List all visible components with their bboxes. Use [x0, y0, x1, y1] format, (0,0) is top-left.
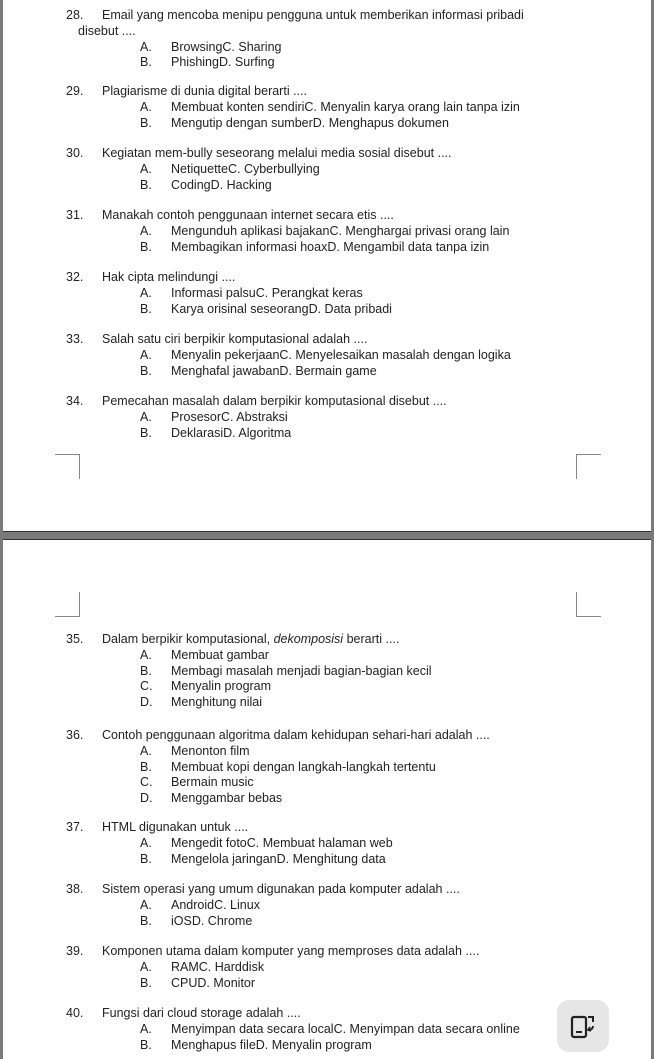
- question-34: [3, 394, 651, 441]
- question-number: 36.: [66, 728, 84, 742]
- option-text: DeklarasiD. Algoritma: [171, 425, 292, 440]
- question-number: 35.: [66, 632, 84, 646]
- option-text: CodingD. Hacking: [171, 177, 272, 192]
- question-stem: Plagiarisme di dunia digital berarti ....: [102, 84, 307, 98]
- question-28: [3, 8, 651, 71]
- option-row: A. AndroidC. Linux: [140, 897, 260, 912]
- option-row: A. Menonton film: [140, 743, 250, 758]
- option-row: A. ProsesorC. Abstraksi: [140, 409, 288, 424]
- question-37: [3, 820, 651, 867]
- option-row: B. Menghapus fileD. Menyalin program: [140, 1037, 372, 1052]
- option-row: B. Mengelola jaringanD. Menghitung data: [140, 851, 386, 866]
- option-row: A. Menyalin pekerjaanC. Menyelesaikan masalah dengan logika: [140, 347, 511, 362]
- question-36: [3, 728, 651, 807]
- option-row: A. BrowsingC. Sharing: [140, 39, 282, 54]
- option-row: D. Menggambar bebas: [140, 791, 283, 806]
- question-40: [3, 1006, 651, 1053]
- option-text: BrowsingC. Sharing: [171, 39, 282, 54]
- option-row: C. Bermain music: [140, 775, 254, 790]
- question-33: [3, 332, 651, 379]
- question-number: 30.: [66, 146, 84, 160]
- option-text: ProsesorC. Abstraksi: [171, 409, 288, 424]
- option-text: Mengedit fotoC. Membuat halaman web: [171, 835, 393, 850]
- question-number: 29.: [66, 84, 84, 98]
- document-page-1: [3, 0, 651, 532]
- option-row: A. Membuat gambar: [140, 647, 269, 662]
- option-text: Informasi palsuC. Perangkat keras: [171, 285, 363, 300]
- question-31: [3, 208, 651, 255]
- question-stem: Fungsi dari cloud storage adalah ....: [102, 1006, 301, 1020]
- option-text: Membuat kopi dengan langkah-langkah tertentu: [171, 759, 436, 774]
- option-row: A. Membuat konten sendiriC. Menyalin karya orang lain tanpa izin: [140, 99, 520, 114]
- option-row: C. Menyalin program: [140, 679, 272, 694]
- option-text: RAMC. Harddisk: [171, 959, 265, 974]
- option-row: B. CPUD. Monitor: [140, 975, 256, 990]
- question-stem: Contoh penggunaan algoritma dalam kehidupan sehari-hari adalah ....: [102, 728, 490, 742]
- option-text: PhishingD. Surfing: [171, 55, 275, 70]
- question-39: [3, 944, 651, 991]
- option-row: A. Menyimpan data secara localC. Menyimpan data secara online: [140, 1021, 520, 1036]
- option-text: Menyimpan data secara localC. Menyimpan data secara online: [171, 1021, 520, 1036]
- option-text: Karya orisinal seseorangD. Data pribadi: [171, 301, 392, 316]
- question-30: [3, 146, 651, 193]
- question-number: 40.: [66, 1006, 84, 1020]
- question-number: 31.: [66, 208, 84, 222]
- question-number: 33.: [66, 332, 84, 346]
- question-38: [3, 882, 651, 929]
- option-text: Menghafal jawabanD. Bermain game: [171, 363, 377, 378]
- option-text: Mengutip dengan sumberD. Menghapus dokumen: [171, 115, 449, 130]
- option-text: CPUD. Monitor: [171, 975, 256, 990]
- page-margin-corner-mark: [576, 454, 601, 479]
- rotate-screen-button[interactable]: [557, 1000, 609, 1052]
- question-number: 39.: [66, 944, 84, 958]
- option-row: A. Mengedit fotoC. Membuat halaman web: [140, 835, 393, 850]
- question-stem: Email yang mencoba menipu pengguna untuk memberikan informasi pribadi: [102, 8, 524, 22]
- option-row: B. Membagikan informasi hoaxD. Mengambil data tanpa izin: [140, 239, 490, 254]
- question-number: 37.: [66, 820, 84, 834]
- option-text: Menonton film: [171, 743, 250, 758]
- option-row: B. CodingD. Hacking: [140, 177, 272, 192]
- option-row: B. PhishingD. Surfing: [140, 55, 275, 70]
- option-text: AndroidC. Linux: [171, 897, 260, 912]
- question-35: 35. Dalam berpikir komputasional, dekomposisi berarti .... A. Membuat gambar B. Membagi masalah menjadi bagian-bagian kecil C. Menyalin program D. Menghitung nilai: [3, 632, 651, 711]
- question-stem: Manakah contoh penggunaan internet secara etis ....: [102, 208, 394, 222]
- option-row: B. DeklarasiD. Algoritma: [140, 425, 292, 440]
- question-stem-continuation: disebut ....: [78, 23, 136, 38]
- question-29: [3, 84, 651, 131]
- option-text: Mengelola jaringanD. Menghitung data: [171, 851, 386, 866]
- question-number: 34.: [66, 394, 84, 408]
- option-text: Membuat gambar: [171, 647, 269, 662]
- option-text: Bermain music: [171, 775, 254, 790]
- question-stem: Hak cipta melindungi ....: [102, 270, 236, 284]
- question-stem: Sistem operasi yang umum digunakan pada komputer adalah ....: [102, 882, 460, 896]
- question-stem: Komponen utama dalam komputer yang memproses data adalah ....: [102, 944, 480, 958]
- option-row: B. iOSD. Chrome: [140, 913, 253, 928]
- question-number: 28.: [66, 8, 84, 22]
- option-text: Menggambar bebas: [171, 791, 283, 806]
- option-row: B. Membagi masalah menjadi bagian-bagian kecil: [140, 663, 432, 678]
- option-row: B. Membuat kopi dengan langkah-langkah tertentu: [140, 759, 436, 774]
- option-row: A. NetiquetteC. Cyberbullying: [140, 161, 320, 176]
- question-stem: Salah satu ciri berpikir komputasional adalah ....: [102, 332, 368, 346]
- page-margin-corner-mark: [55, 454, 80, 479]
- option-text: NetiquetteC. Cyberbullying: [171, 161, 320, 176]
- screen-rotation-icon: [568, 1011, 598, 1041]
- question-stem: Pemecahan masalah dalam berpikir komputasional disebut ....: [102, 394, 447, 408]
- question-number: 38.: [66, 882, 84, 896]
- option-row: B. Menghafal jawabanD. Bermain game: [140, 363, 377, 378]
- option-text: iOSD. Chrome: [171, 913, 253, 928]
- option-row: A. Mengunduh aplikasi bajakanC. Menghargai privasi orang lain: [140, 223, 510, 238]
- option-row: B. Karya orisinal seseorangD. Data pribadi: [140, 301, 392, 316]
- option-text: Mengunduh aplikasi bajakanC. Menghargai privasi orang lain: [171, 223, 510, 238]
- question-32: [3, 270, 651, 317]
- option-text: Membagi masalah menjadi bagian-bagian kecil: [171, 663, 432, 678]
- italic-term: dekomposisi: [273, 632, 344, 646]
- page-margin-corner-mark: [55, 592, 80, 617]
- option-text: Menyalin pekerjaanC. Menyelesaikan masalah dengan logika: [171, 347, 511, 362]
- option-text: Membuat konten sendiriC. Menyalin karya orang lain tanpa izin: [171, 99, 520, 114]
- option-text: Membagikan informasi hoaxD. Mengambil data tanpa izin: [171, 239, 490, 254]
- option-text: Menghitung nilai: [171, 695, 263, 710]
- option-text: Menyalin program: [171, 679, 272, 694]
- document-page-2: [3, 539, 651, 1059]
- option-row: D. Menghitung nilai: [140, 695, 263, 710]
- option-text: Menghapus fileD. Menyalin program: [171, 1037, 372, 1052]
- page-margin-corner-mark: [576, 592, 601, 617]
- option-row: A. Informasi palsuC. Perangkat keras: [140, 285, 363, 300]
- option-row: A. RAMC. Harddisk: [140, 959, 265, 974]
- question-stem: Kegiatan mem-bully seseorang melalui media sosial disebut ....: [102, 146, 452, 160]
- option-row: B. Mengutip dengan sumberD. Menghapus dokumen: [140, 115, 449, 130]
- question-number: 32.: [66, 270, 84, 284]
- question-stem: HTML digunakan untuk ....: [102, 820, 249, 834]
